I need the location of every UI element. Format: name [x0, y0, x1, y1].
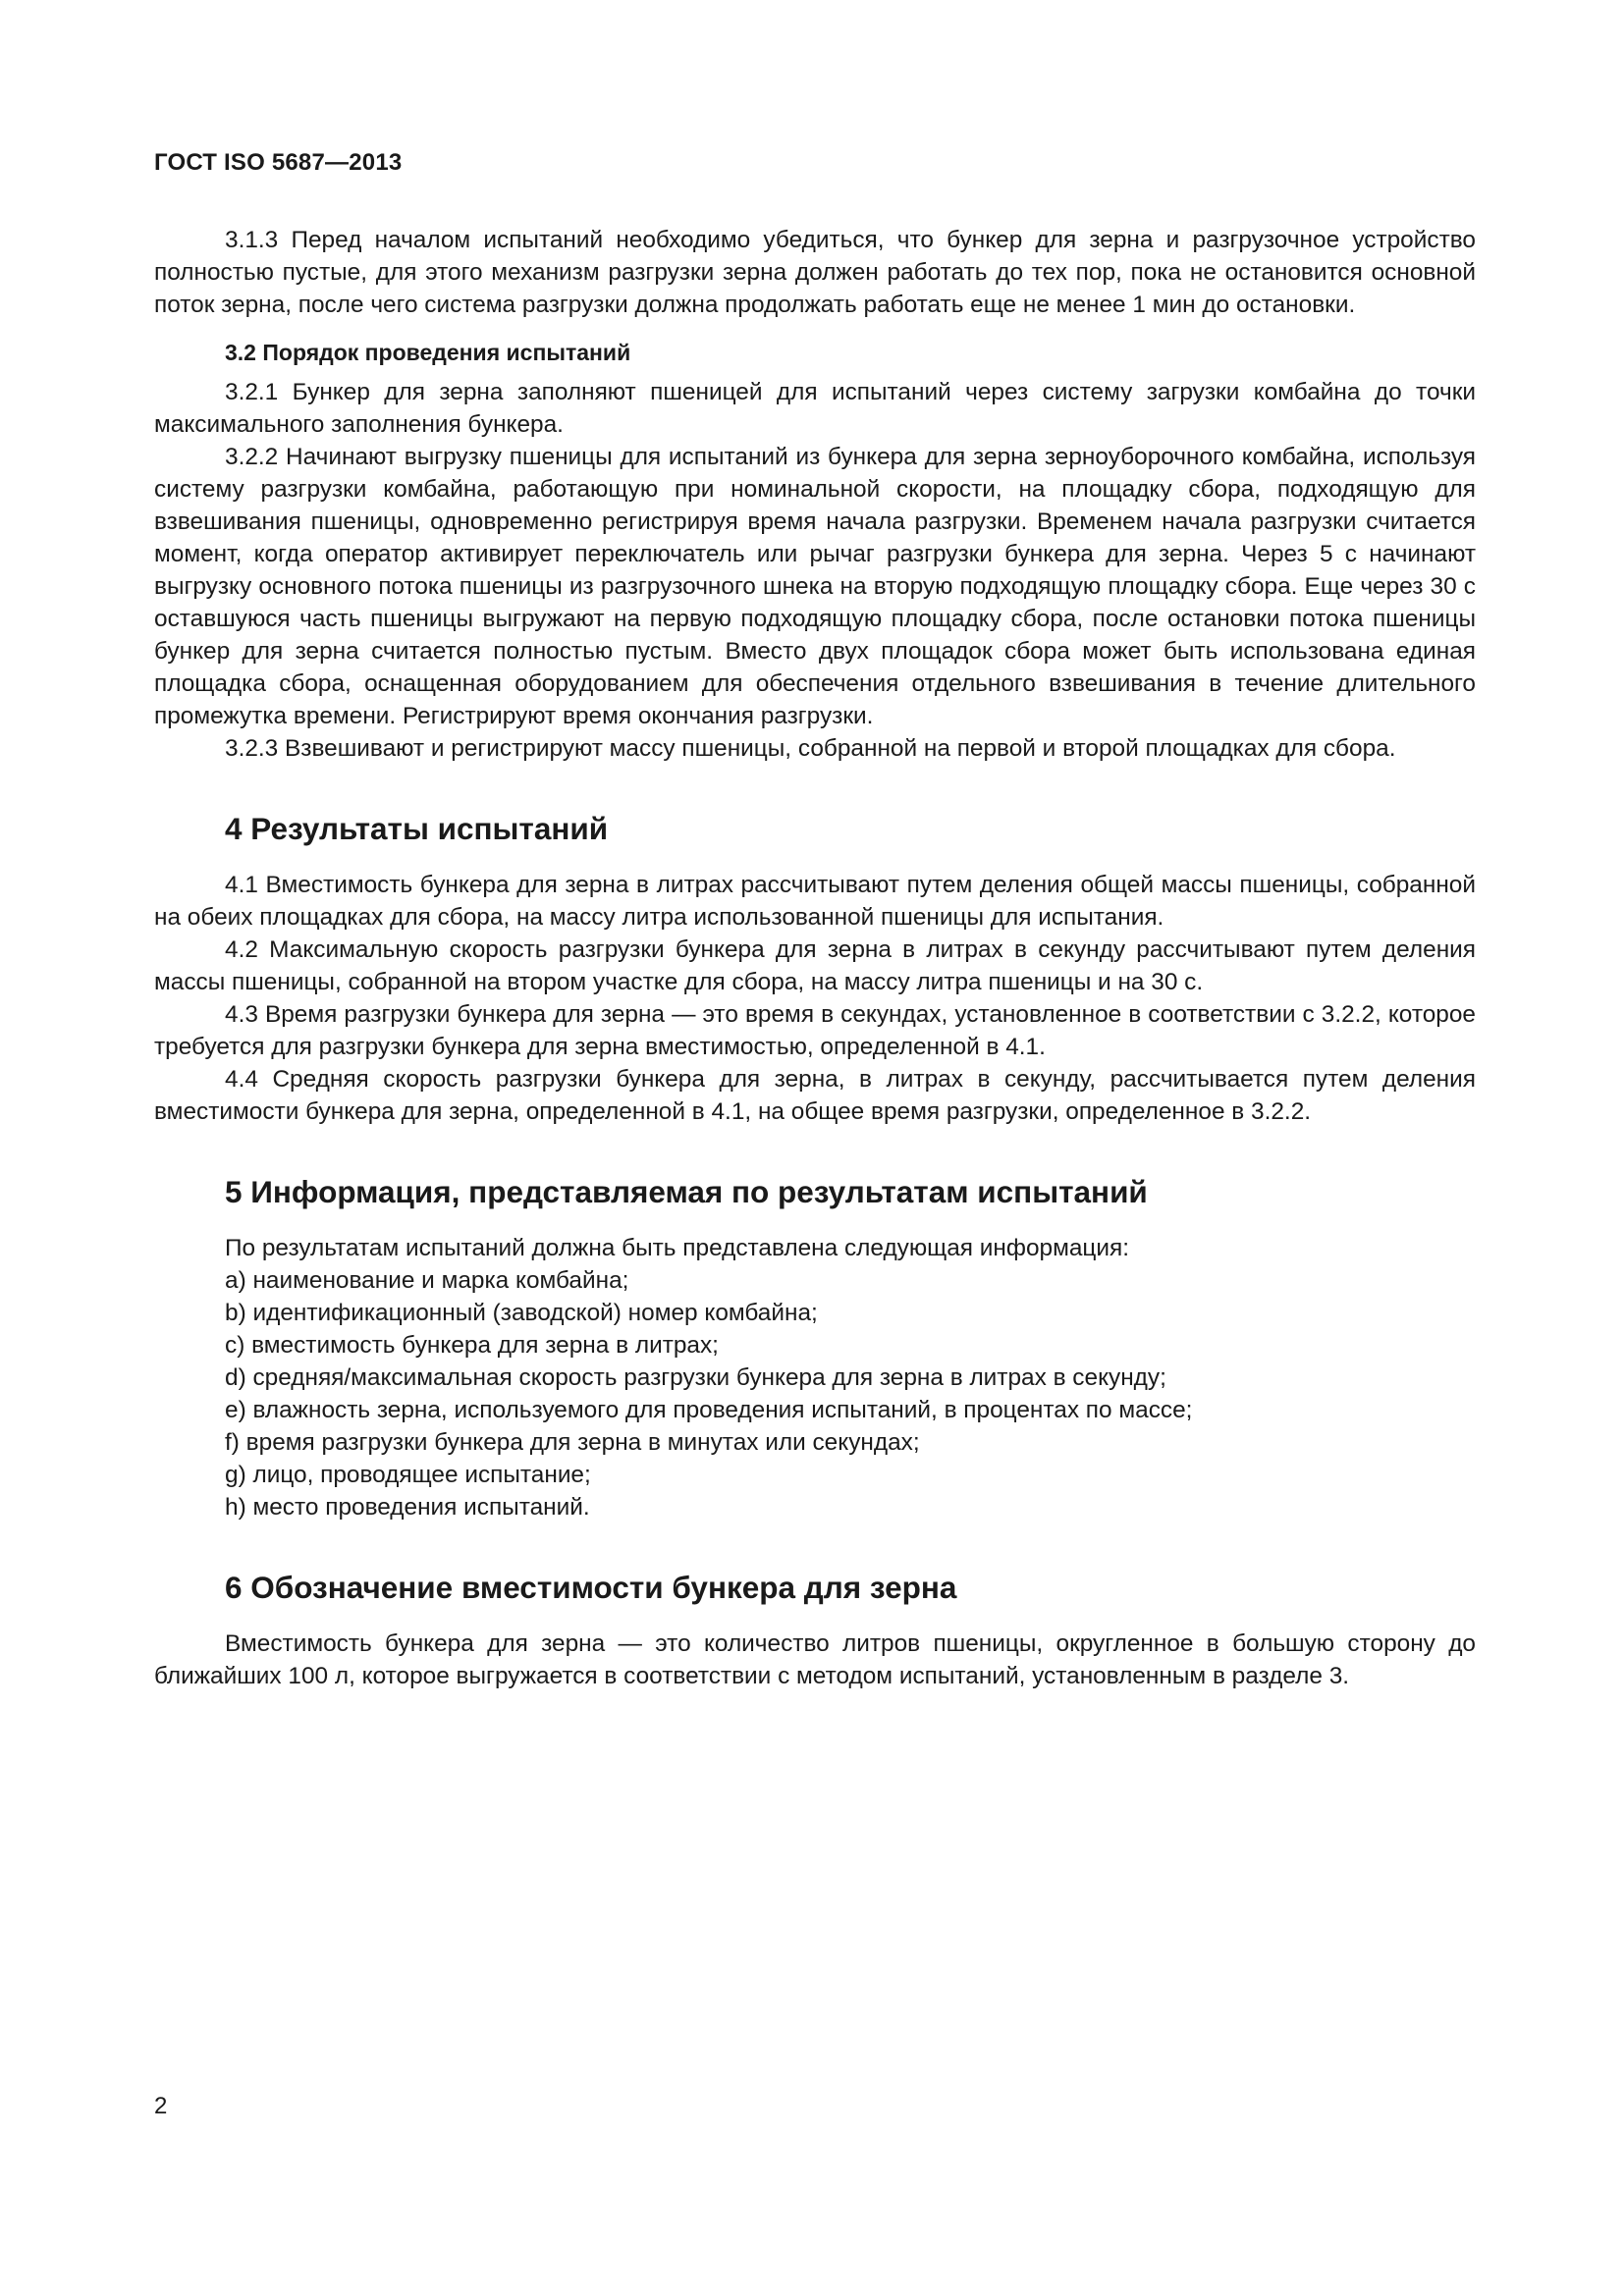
paragraph-4-1: 4.1 Вместимость бункера для зерна в литрах рассчитывают путем деления общей массы пшеницы, собранной на обеих площадках для сбора, на массу литра использованной пшеницы для испытания. — [154, 872, 1476, 931]
list-item: c) вместимость бункера для зерна в литрах; — [225, 1332, 719, 1359]
list-item: g) лицо, проводящее испытание; — [225, 1462, 591, 1488]
document-body — [154, 224, 1476, 1692]
list-item: b) идентификационный (заводской) номер комбайна; — [225, 1300, 818, 1326]
page-number: 2 — [154, 2093, 168, 2119]
list-item: h) место проведения испытаний. — [225, 1494, 590, 1521]
subsection-title-3-2: 3.2 Порядок проведения испытаний — [225, 340, 631, 365]
document-header: ГОСТ ISO 5687—2013 — [154, 149, 403, 176]
paragraph-3-2-1: 3.2.1 Бункер для зерна заполняют пшеницей для испытаний через систему загрузки комбайна до точки максимального заполнения бункера. — [154, 379, 1476, 438]
section-title-5: 5 Информация, представляемая по результатам испытаний — [225, 1174, 1148, 1209]
list-item: a) наименование и марка комбайна; — [225, 1267, 629, 1294]
paragraph-6: Вместимость бункера для зерна — это количество литров пшеницы, округленное в большую сторону до ближайших 100 л, которое выгружается в соответствии с методом испытаний, установленным в разделе 3. — [154, 1630, 1476, 1689]
paragraph-3-1-3: 3.1.3 Перед началом испытаний необходимо убедиться, что бункер для зерна и разгрузочное устройство полностью пустые, для этого механизм разгрузки зерна должен работать до тех пор, пока не остановится основной поток зерна, после чего система разгрузки должна продолжать работать еще не менее 1 мин до остановки. — [154, 227, 1476, 318]
info-list — [154, 1264, 1476, 1523]
section-title-6: 6 Обозначение вместимости бункера для зерна — [225, 1570, 957, 1605]
paragraph-4-4: 4.4 Средняя скорость разгрузки бункера для зерна, в литрах в секунду, рассчитывается путем деления вместимости бункера для зерна, определенной в 4.1, на общее время разгрузки, определенное в 3.2.2. — [154, 1066, 1476, 1125]
paragraph-4-3: 4.3 Время разгрузки бункера для зерна — это время в секундах, установленное в соответствии с 3.2.2, которое требуется для разгрузки бункера для зерна вместимостью, определенной в 4.1. — [154, 1001, 1476, 1060]
paragraph-5-intro: По результатам испытаний должна быть представлена следующая информация: — [225, 1235, 1129, 1261]
list-item: e) влажность зерна, используемого для проведения испытаний, в процентах по массе; — [225, 1397, 1193, 1423]
paragraph-4-2: 4.2 Максимальную скорость разгрузки бункера для зерна в литрах в секунду рассчитывают путем деления массы пшеницы, собранной на втором участке для сбора, на массу литра пшеницы и на 30 с. — [154, 936, 1476, 995]
paragraph-3-2-3: 3.2.3 Взвешивают и регистрируют массу пшеницы, собранной на первой и второй площадках для сбора. — [225, 735, 1396, 762]
list-item: d) средняя/максимальная скорость разгрузки бункера для зерна в литрах в секунду; — [225, 1364, 1166, 1391]
paragraph-3-2-2: 3.2.2 Начинают выгрузку пшеницы для испытаний из бункера для зерна зерноуборочного комбайна, используя систему разгрузки комбайна, работающую при номинальной скорости, на площадку сбора, подходящую для взвешивания пшеницы, одновременно регистрируя время начала разгрузки. Временем начала разгрузки считается момент, когда оператор активирует переключатель или рычаг разгрузки бункера для зерна. Через 5 с начинают выгрузку основного потока пшеницы из разгрузочного шнека на вторую подходящую площадку сбора. Еще через 30 с оставшуюся часть пшеницы выгружают на первую подходящую площадку сбора, после остановки потока пшеницы бункер для зерна считается полностью пустым. Вместо двух площадок сбора может быть использована единая площадка сбора, оснащенная оборудованием для обеспечения отдельного взвешивания в течение длительного промежутка времени. Регистрируют время окончания разгрузки. — [154, 444, 1476, 729]
section-title-4: 4 Результаты испытаний — [225, 811, 609, 846]
list-item: f) время разгрузки бункера для зерна в минутах или секундах; — [225, 1429, 920, 1456]
